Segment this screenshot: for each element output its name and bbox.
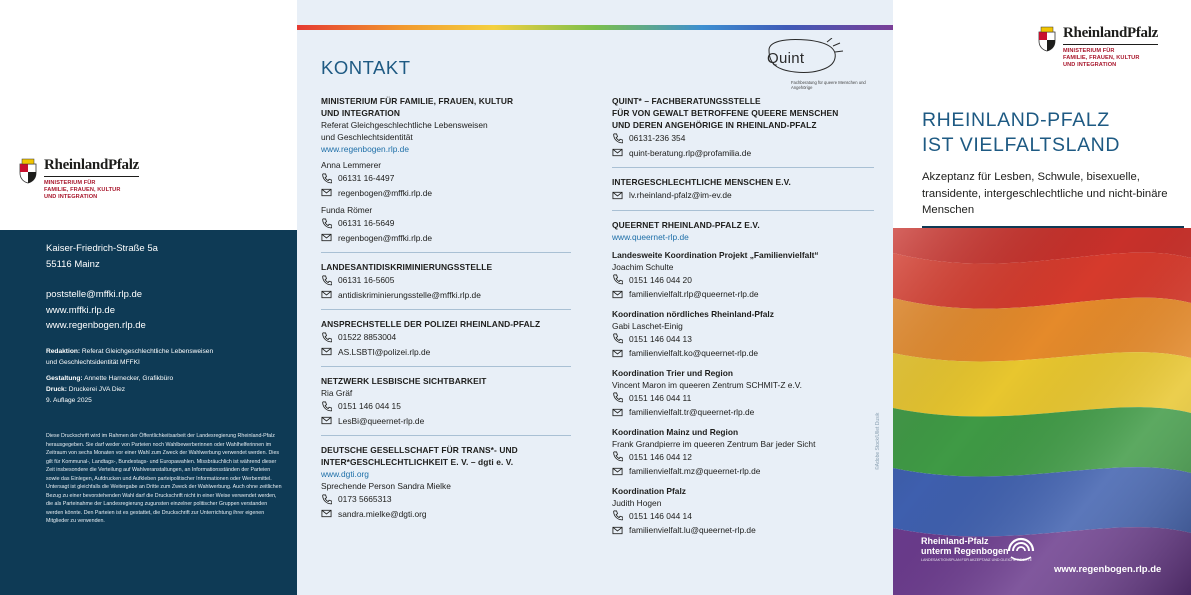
contact-person-name: Gabi Laschet-Einig <box>612 320 683 331</box>
section-heading: QUINT* – FACHBERATUNGSSTELLE <box>612 96 761 106</box>
section-heading: LANDESANTIDISKRIMINIERUNGSSTELLE <box>321 262 493 272</box>
phone-line <box>321 171 571 186</box>
contact-section-queernet <box>612 219 874 545</box>
phone-number[interactable]: 0151 146 044 15 <box>338 401 401 411</box>
phone-number[interactable]: 0151 146 044 13 <box>629 333 692 344</box>
phone-line <box>321 399 571 414</box>
section-heading: MINISTERIUM FÜR FAMILIE, FRAUEN, KULTUR <box>321 96 514 106</box>
unterm-logo-tagline: LANDESAKTIONSPLAN FÜR AKZEPTANZ UND GLEICHE RECHTE <box>921 558 1032 562</box>
phone-number[interactable]: 06131-236 354 <box>629 133 686 143</box>
contact-section-ministry <box>321 95 571 253</box>
contact-column-left <box>321 95 571 536</box>
mail-icon <box>321 289 332 300</box>
contact-column-right <box>612 95 874 553</box>
cover-website-link[interactable]: www.regenbogen.rlp.de <box>1054 564 1162 575</box>
mail-icon <box>612 289 623 300</box>
kontakt-title: KONTAKT <box>321 57 411 78</box>
brand-logo-cover <box>1036 26 1158 69</box>
brand-ministry <box>44 180 139 201</box>
phone-icon <box>612 451 623 462</box>
photo-credit: ©Adobe Stock/Ullet Dusik <box>875 412 881 470</box>
cover-title <box>922 108 1120 158</box>
cover-title-line: IST VIELFALTSLAND <box>922 134 1121 156</box>
mail-line <box>612 464 874 479</box>
contact-person-name: Judith Hogen <box>612 497 662 508</box>
mail-line <box>321 231 571 246</box>
mail-line <box>321 186 571 201</box>
email-address[interactable]: antidiskriminierungsstelle@mffki.rlp.de <box>338 289 481 300</box>
phone-line <box>612 332 874 347</box>
section-heading: UND INTEGRATION <box>321 108 401 118</box>
redaktion-value-2: und Geschlechtsidentität MFFKI <box>46 359 140 366</box>
phone-line <box>612 450 874 465</box>
email-address[interactable]: familienvielfalt.tr@queernet-rlp.de <box>629 407 755 417</box>
phone-line <box>321 330 571 345</box>
phone-line <box>321 216 571 231</box>
brand-ministry-line: FAMILIE, FRAUEN, KULTUR <box>1063 54 1140 61</box>
phone-icon <box>612 333 623 344</box>
mail-icon <box>321 415 332 426</box>
phone-icon <box>612 133 623 144</box>
contact-person-name: Vincent Maron im queeren Zentrum SCHMIT-Z e.V. <box>612 379 802 390</box>
mail-icon <box>612 466 623 477</box>
section-heading: NETZWERK LESBISCHE SICHTBARKEIT <box>321 376 487 386</box>
mail-line <box>321 414 571 429</box>
election-disclaimer: Diese Druckschrift wird im Rahmen der Öffentlichkeitsarbeit der Landesregierung Rheinland-Pfalz herausgegeben. Sie darf weder von Parteien noch Wahlbewerberinnen oder Wahlhelferinnen im Zeitraum von sechs Monaten vor einer Wahl zum Zweck der Wahlwerbung verwendet werden. Dies gilt für Kommunal-, Landtags-, Bundestags- und Europawahlen. Missbräuchlich ist während dieser Zeit insbesondere die Verteilung auf Wahlveranstaltungen, an Informationsständen der Parteien sowie das Einlegen, Aufdrucken und Aufkleben parteipolitischer Informationen oder Werbemittel. Untersagt ist gleichfalls die Weitergabe an Dritte zum Zweck der Wahlwerbung. Auch ohne zeitlichen Bezug zu einer bevorstehenden Wahl darf die Druckschrift nicht in einer Weise verwendet werden, die als Parteinahme der Landesregierung zugunsten einzelner politischer Gruppen verstanden werden könnte. Den Parteien ist es gestattet, die Druckschrift zur Unterrichtung ihrer eigenen Mitglieder zu verwenden. <box>46 433 282 524</box>
rainbow-bar <box>297 25 893 30</box>
contact-person-name: Joachim Schulte <box>612 261 674 272</box>
section-heading: ANSPRECHSTELLE DER POLIZEI RHEINLAND-PFALZ <box>321 319 541 329</box>
brand-name: RheinlandPfalz <box>44 158 139 177</box>
phone-icon <box>612 510 623 521</box>
mail-icon <box>321 232 332 243</box>
rainbow-swirl-icon <box>1005 535 1037 567</box>
contact-section-lesbische-sichtbarkeit <box>321 375 571 436</box>
mail-line <box>321 345 571 360</box>
contact-person-name: Sprechende Person Sandra Mielke <box>321 481 451 491</box>
mail-icon <box>612 348 623 359</box>
brand-ministry-line: MINISTERIUM FÜR <box>1063 47 1115 54</box>
email-address[interactable]: familienvielfalt.rlp@queernet-rlp.de <box>629 289 759 299</box>
mail-icon <box>612 147 623 158</box>
regenbogen-link[interactable]: www.regenbogen.rlp.de <box>321 144 409 154</box>
redaktion-value: Referat Gleichgeschlechtliche Lebensweisen <box>81 348 214 355</box>
section-heading: INTER*GESCHLECHTLICHKEIT E. V. – dgti e. V. <box>321 457 514 467</box>
mail-line <box>612 188 874 203</box>
contact-panel <box>297 0 893 595</box>
email-address[interactable]: regenbogen@mffki.rlp.de <box>338 187 433 198</box>
cover-title-line: RHEINLAND-PFALZ <box>922 109 1110 131</box>
phone-number[interactable]: 0151 146 044 11 <box>629 392 692 403</box>
mail-line <box>612 287 874 302</box>
email-address[interactable]: familienvielfalt.ko@queernet-rlp.de <box>629 348 759 358</box>
email-address[interactable]: regenbogen@mffki.rlp.de <box>338 232 433 243</box>
mail-line <box>612 405 874 420</box>
mail-icon <box>321 346 332 357</box>
unterm-logo-line2: unterm Regenbogen <box>921 546 1009 556</box>
subsection-title: Koordination Mainz und Region <box>612 426 739 437</box>
cover-panel <box>893 0 1191 595</box>
phone-number[interactable]: 06131 16-5649 <box>338 218 395 228</box>
mail-line <box>612 523 874 538</box>
online-contacts <box>46 287 146 334</box>
druck-label: Druck: <box>46 386 67 393</box>
address <box>46 241 158 273</box>
email-address[interactable]: AS.LSBTI@polizei.rlp.de <box>338 346 431 357</box>
section-heading: DEUTSCHE GESELLSCHAFT FÜR TRANS*- UND <box>321 445 518 455</box>
subsection-title: Landesweite Koordination Projekt „Familienvielfalt“ <box>612 249 819 260</box>
poststelle-email[interactable]: poststelle@mffki.rlp.de <box>46 289 143 300</box>
mail-line <box>612 346 874 361</box>
brand-ministry-line: MINISTERIUM FÜR <box>44 179 96 186</box>
phone-line <box>612 391 874 406</box>
phone-icon <box>321 173 332 184</box>
quint-logo-text: Quint <box>767 50 805 67</box>
phone-icon <box>321 401 332 412</box>
coat-of-arms-icon <box>17 158 39 184</box>
mail-line <box>612 146 874 161</box>
phone-number[interactable]: 0151 146 044 20 <box>629 274 692 285</box>
brand-ministry-line: UND INTEGRATION <box>44 193 98 200</box>
address-street: Kaiser-Friedrich-Straße 5a <box>46 243 158 254</box>
contact-person-name: Funda Römer <box>321 205 373 215</box>
brand-ministry-line: FAMILIE, FRAUEN, KULTUR <box>44 186 121 193</box>
subsection-title: Koordination Trier und Region <box>612 367 733 378</box>
back-panel <box>0 0 297 595</box>
mail-icon <box>612 525 623 536</box>
phone-number[interactable]: 06131 16-4497 <box>338 173 395 183</box>
subsection-title: Koordination Pfalz <box>612 485 686 496</box>
section-heading: INTERGESCHLECHTLICHE MENSCHEN E.V. <box>612 177 791 187</box>
email-address[interactable]: quint-beratung.rlp@profamilia.de <box>629 147 752 158</box>
auflage: 9. Auflage 2025 <box>46 397 92 404</box>
section-subtitle: Referat Gleichgeschlechtliche Lebensweisen <box>321 120 488 130</box>
ministry-website-link[interactable]: www.mffki.rlp.de <box>46 304 115 316</box>
contact-section-dgti <box>321 444 571 528</box>
phone-icon <box>321 275 332 286</box>
address-city: 55116 Mainz <box>46 259 100 270</box>
email-address[interactable]: LesBi@queernet-rlp.de <box>338 415 425 426</box>
phone-number[interactable]: 0151 146 044 12 <box>629 451 692 462</box>
contact-section-antidiskriminierung <box>321 261 571 310</box>
coat-of-arms-icon <box>1036 26 1058 52</box>
phone-icon <box>321 218 332 229</box>
brand-ministry <box>1063 48 1158 69</box>
redaktion-label: Redaktion: <box>46 348 81 355</box>
quint-logo-tagline: Fachberatung für queere Menschen und Angehörige <box>791 80 866 90</box>
phone-icon <box>321 332 332 343</box>
back-panel-top <box>0 0 297 230</box>
section-heading: UND DEREN ANGEHÖRIGE IN RHEINLAND-PFALZ <box>612 120 817 130</box>
section-heading: FÜR VON GEWALT BETROFFENE QUEERE MENSCHEN <box>612 108 839 118</box>
contact-person-name: Anna Lemmerer <box>321 160 382 170</box>
imprint-credits <box>46 346 286 406</box>
email-address[interactable]: sandra.mielke@dgti.org <box>338 508 427 519</box>
phone-line <box>321 273 571 288</box>
subsection-title: Koordination nördliches Rheinland-Pfalz <box>612 308 774 319</box>
druck-value: Druckerei JVA Diez <box>68 386 126 393</box>
phone-line <box>612 509 874 524</box>
queernet-link[interactable]: www.queernet-rlp.de <box>612 231 689 242</box>
brand-logo <box>17 158 139 201</box>
contact-person-name: Frank Grandpierre im queeren Zentrum Bar jeder Sicht <box>612 438 816 449</box>
phone-number[interactable]: 01522 8853004 <box>338 332 397 342</box>
email-address[interactable]: lv.rheinland-pfalz@im-ev.de <box>629 190 732 200</box>
contact-section-polizei <box>321 318 571 367</box>
mail-icon <box>321 508 332 519</box>
cover-subtitle: Akzeptanz für Lesben, Schwule, bisexuelle, transidente, intergeschlechtliche und nicht-binäre Menschen <box>922 171 1168 216</box>
mail-icon <box>321 187 332 198</box>
phone-icon <box>612 274 623 285</box>
phone-icon <box>612 392 623 403</box>
phone-line <box>612 273 874 288</box>
gestaltung-label: Gestaltung: <box>46 375 83 382</box>
phone-number[interactable]: 0173 5665313 <box>338 494 392 504</box>
phone-number[interactable]: 06131 16-5605 <box>338 275 395 285</box>
mail-line <box>321 288 571 303</box>
mail-line <box>321 507 571 522</box>
contact-person-name: Ria Gräf <box>321 388 353 398</box>
contact-section-intergeschlechtlich <box>612 176 874 211</box>
brand-name: RheinlandPfalz <box>1063 26 1158 45</box>
gestaltung-value: Annette Harnecker, Grafikbüro <box>84 375 174 382</box>
email-address[interactable]: familienvielfalt.mz@queernet-rlp.de <box>629 466 761 476</box>
dgti-link[interactable]: www.dgti.org <box>321 469 369 479</box>
section-heading: QUEERNET RHEINLAND-PFALZ E.V. <box>612 219 760 230</box>
contact-section-quint <box>612 95 874 168</box>
regenbogen-website-link[interactable]: www.regenbogen.rlp.de <box>46 320 146 331</box>
unterm-logo-line1: Rheinland-Pfalz <box>921 536 989 546</box>
imprint-panel <box>0 230 297 595</box>
section-subtitle: und Geschlechtsidentität <box>321 132 413 142</box>
mail-icon <box>612 190 623 201</box>
mail-icon <box>612 407 623 418</box>
phone-line <box>321 492 571 507</box>
phone-line <box>612 131 874 146</box>
email-address[interactable]: familienvielfalt.lu@queernet-rlp.de <box>629 525 756 535</box>
phone-icon <box>321 494 332 505</box>
phone-number[interactable]: 0151 146 044 14 <box>629 510 692 521</box>
brand-ministry-line: UND INTEGRATION <box>1063 61 1117 68</box>
